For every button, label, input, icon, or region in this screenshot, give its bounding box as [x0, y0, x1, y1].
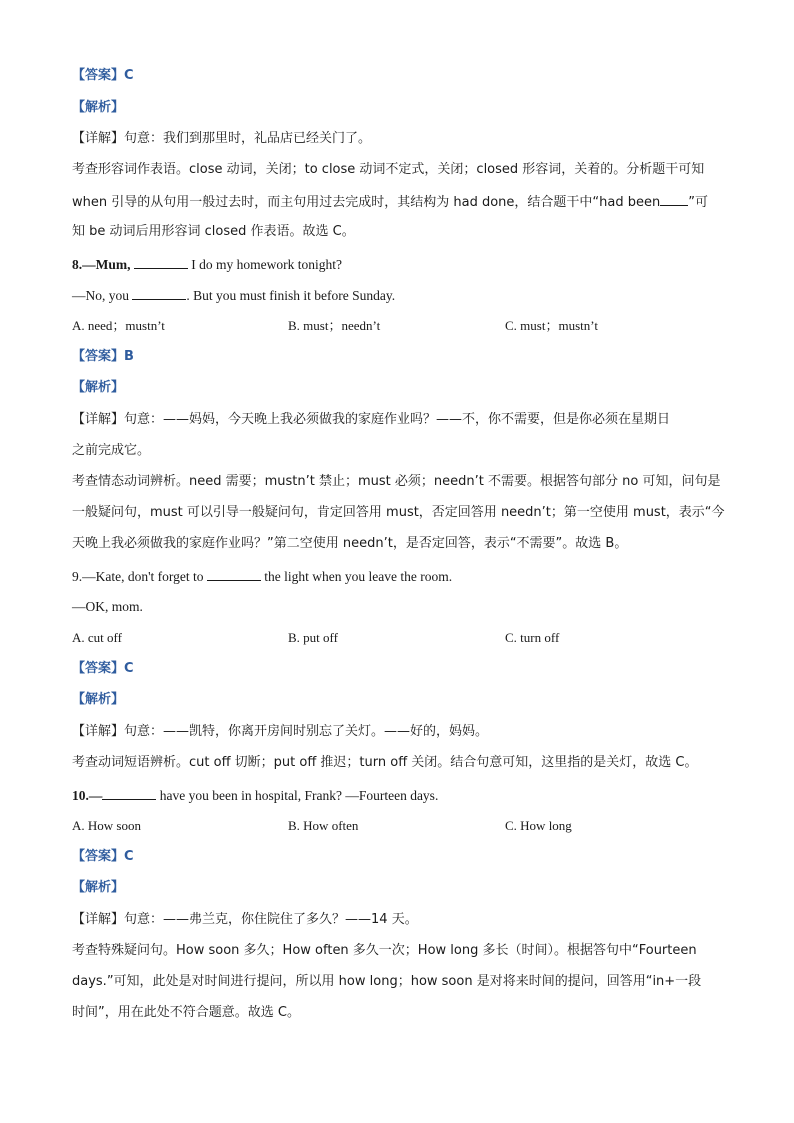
detail-line: 之前完成它。	[72, 443, 151, 458]
answer-line-q7	[72, 66, 722, 86]
fill-blank	[207, 566, 261, 581]
detail-label: 【详解】	[72, 724, 125, 739]
answer-value: C	[124, 68, 134, 83]
explanation-text: ”可	[688, 195, 708, 210]
fill-blank	[102, 785, 156, 800]
answer-label: 【答案】	[72, 849, 125, 864]
explanation-text: when 引导的从句用一般过去时，而主句用过去完成时，其结构为 had done，结合题干中“had been	[72, 195, 661, 210]
fill-blank	[132, 285, 186, 300]
answer-line-q10	[72, 847, 722, 867]
option-c: C. must；mustn’t	[505, 318, 598, 333]
detail-text: 句意：——妈妈，今天晚上我必须做我的家庭作业吗？——不，你不需要，但是你必须在星期日	[124, 412, 671, 427]
fill-blank	[660, 191, 688, 206]
answer-label: 【答案】	[72, 68, 125, 83]
explanation-line: 考查形容词作表语。close 动词，关闭；to close 动词不定式，关闭；closed 形容词，关着的。分析题干可知	[72, 162, 705, 177]
explanation-line: 考查动词短语辨析。cut off 切断；put off 推迟；turn off 关闭。结合句意可知，这里指的是关灯，故选 C。	[72, 755, 698, 770]
explanation-line: 考查情态动词辨析。need 需要；mustn’t 禁止；must 必须；needn’t 不需要。根据答句部分 no 可知，问句是	[72, 474, 721, 489]
detail-text: 句意：——凯特，你离开房间时别忘了关灯。——好的，妈妈。	[124, 724, 489, 739]
question-text: 9.—Kate, don't forget to	[72, 569, 204, 584]
option-a: A. How soon	[72, 818, 141, 833]
explanation-line: 考查特殊疑问句。How soon 多久；How often 多久一次；How long 多长（时间）。根据答句中“Fourteen	[72, 943, 697, 958]
answer-label: 【答案】	[72, 349, 125, 364]
analysis-label-q8	[72, 378, 722, 398]
detail-line-q7	[72, 129, 722, 149]
option-c: C. turn off	[505, 630, 560, 645]
option-b: B. must；needn’t	[288, 318, 381, 333]
option-b: B. put off	[288, 630, 338, 645]
question-text: 10.—	[72, 788, 103, 803]
question-stem-q10	[72, 785, 722, 806]
question-text: the light when you leave the room.	[264, 569, 453, 584]
answer-line-q8	[72, 347, 722, 367]
analysis-label-q7	[72, 98, 722, 118]
explanation-line: 一般疑问句，must 可以引导一般疑问句，肯定回答用 must，否定回答用 needn’t；第一空使用 must，表示“今	[72, 505, 725, 520]
answer-value: C	[124, 661, 134, 676]
analysis-label-q9	[72, 690, 722, 710]
explanation-line: 天晚上我必须做我的家庭作业吗？”第二空使用 needn’t，是否定回答，表示“不需要”。故选 B。	[72, 536, 628, 551]
question-text: —No, you	[72, 288, 129, 303]
detail-text: 句意：——弗兰克，你住院住了多久？——14 天。	[124, 912, 418, 927]
explanation-line: days.”可知，此处是对时间进行提问，所以用 how long；how soon 是对将来时间的提问，回答用“in+一段	[72, 974, 702, 989]
option-b: B. How often	[288, 818, 359, 833]
option-a: A. cut off	[72, 630, 122, 645]
detail-label: 【详解】	[72, 912, 125, 927]
detail-text: 句意：我们到那里时，礼品店已经关门了。	[124, 131, 372, 146]
detail-line-q8	[72, 410, 722, 430]
question-stem-q9-reply: —OK, mom.	[72, 599, 143, 614]
explanation-line: 知 be 动词后用形容词 closed 作表语。故选 C。	[72, 224, 355, 239]
detail-label: 【详解】	[72, 412, 125, 427]
question-stem-q8-reply	[72, 285, 722, 306]
fill-blank	[134, 254, 188, 269]
detail-line-q9	[72, 722, 722, 742]
answer-line-q9	[72, 659, 722, 679]
analysis-label: 【解析】	[72, 692, 125, 707]
question-text: . But you must finish it before Sunday.	[186, 288, 396, 303]
question-stem-q8	[72, 254, 722, 275]
answer-value: B	[124, 349, 134, 364]
detail-label: 【详解】	[72, 131, 125, 146]
option-a: A. need；mustn’t	[72, 318, 165, 333]
explanation-line: 时间”，用在此处不符合题意。故选 C。	[72, 1005, 300, 1020]
answer-value: C	[124, 849, 134, 864]
analysis-label: 【解析】	[72, 880, 125, 895]
question-stem-q9	[72, 566, 722, 587]
question-text: have you been in hospital, Frank? —Fourteen days.	[159, 788, 439, 803]
question-text: I do my homework tonight?	[191, 257, 342, 272]
analysis-label: 【解析】	[72, 100, 125, 115]
explanation-line	[72, 191, 722, 213]
answer-label: 【答案】	[72, 661, 125, 676]
question-text: 8.—Mum,	[72, 257, 131, 272]
analysis-label: 【解析】	[72, 380, 125, 395]
option-c: C. How long	[505, 818, 572, 833]
analysis-label-q10	[72, 878, 722, 898]
detail-line-q10	[72, 910, 722, 930]
